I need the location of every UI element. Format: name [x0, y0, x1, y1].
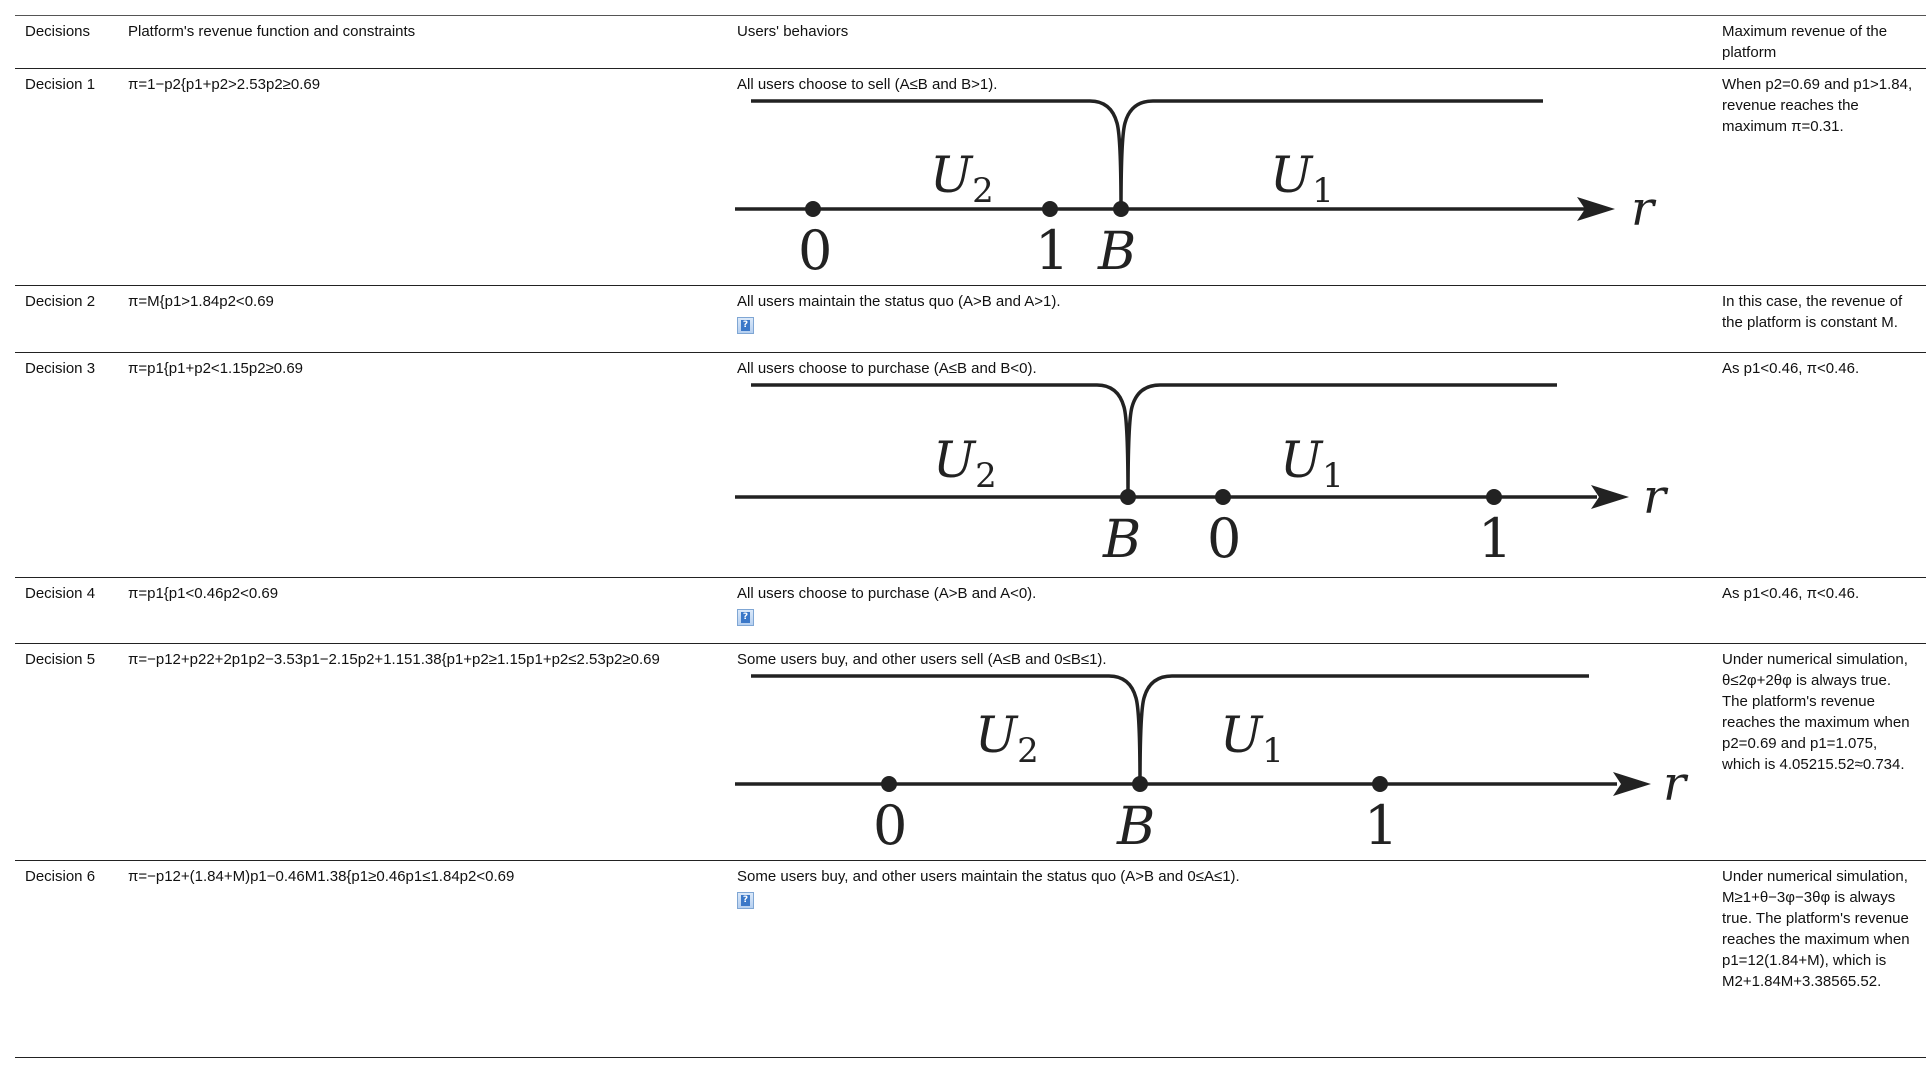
- max-revenue-cell: When p2=0.69 and p1>1.84, revenue reaches the maximum π=0.31.: [1722, 76, 1913, 135]
- decision-cell: Decision 4: [25, 585, 96, 602]
- table-row: [15, 286, 1926, 353]
- number-line-figure: [735, 672, 1686, 858]
- point-b: [1120, 489, 1136, 505]
- table-row: [15, 644, 1926, 861]
- label-one: 1: [1364, 794, 1399, 857]
- behavior-text: All users choose to purchase (A≤B and B<0).: [737, 360, 1037, 377]
- u1-letter: U: [1220, 706, 1263, 764]
- behavior-cell: [727, 353, 1712, 578]
- label-zero: 0: [798, 219, 833, 282]
- behavior-cell: [727, 578, 1712, 644]
- u2-subscript: 2: [1017, 731, 1039, 771]
- u2-letter: U: [930, 146, 973, 204]
- function-cell: π=p1{p1<0.46p2<0.69: [128, 585, 279, 602]
- axis-arrow-icon: [1613, 772, 1651, 796]
- table-row: [15, 861, 1926, 1058]
- point-zero: [881, 776, 897, 792]
- label-r: r: [1643, 469, 1666, 525]
- behavior-text: All users choose to sell (A≤B and B>1).: [737, 76, 998, 93]
- label-b: B: [1098, 222, 1137, 282]
- label-u1: [1220, 706, 1284, 771]
- point-b: [1113, 201, 1129, 217]
- behavior-text: All users choose to purchase (A>B and A<0).: [737, 585, 1037, 602]
- label-u1: [1270, 146, 1334, 211]
- u1-letter: U: [1280, 431, 1323, 489]
- label-one: 1: [1035, 219, 1070, 282]
- table-row: [15, 578, 1926, 644]
- u2-letter: U: [933, 431, 976, 489]
- max-revenue-cell: Under numerical simulation, θ≤2φ+2θφ is always true. The platform's revenue reaches the maximum when p2=0.69 and p1=1.075, which is 4.05215.52≈0.734.: [1722, 651, 1910, 773]
- point-one: [1372, 776, 1388, 792]
- decisions-table: [15, 15, 1926, 1058]
- table-row: [15, 353, 1926, 578]
- behavior-cell: [727, 644, 1712, 861]
- label-zero: 0: [873, 794, 908, 857]
- label-b: B: [1117, 797, 1156, 857]
- bracket-line: [751, 101, 1543, 209]
- point-zero: [1215, 489, 1231, 505]
- max-revenue-cell: As p1<0.46, π<0.46.: [1722, 360, 1860, 377]
- u1-subscript: 1: [1262, 731, 1284, 771]
- behavior-cell: [727, 69, 1712, 286]
- decision-cell: Decision 5: [25, 651, 96, 668]
- decision-cell: Decision 6: [25, 868, 96, 885]
- bracket-line: [751, 676, 1589, 784]
- header-behaviors: Users' behaviors: [737, 23, 849, 40]
- broken-image-icon: ?: [737, 317, 754, 334]
- behavior-cell: [727, 286, 1712, 353]
- behavior-text: Some users buy, and other users sell (A≤B and 0≤B≤1).: [737, 651, 1107, 668]
- u1-letter: U: [1270, 146, 1313, 204]
- table-header-row: [15, 16, 1926, 69]
- header-function: Platform's revenue function and constraints: [128, 23, 416, 40]
- label-u2: [930, 146, 994, 211]
- decision-cell: Decision 2: [25, 293, 96, 310]
- u1-subscript: 1: [1312, 171, 1334, 211]
- number-line-figure: [735, 381, 1675, 577]
- u2-letter: U: [975, 706, 1018, 764]
- table-row: [15, 69, 1926, 286]
- behavior-cell: [727, 861, 1712, 1058]
- decision-cell: Decision 1: [25, 76, 96, 93]
- behavior-text: Some users buy, and other users maintain the status quo (A>B and 0≤A≤1).: [737, 868, 1240, 885]
- header-decisions: Decisions: [25, 23, 91, 40]
- bracket-line: [751, 385, 1557, 497]
- u2-subscript: 2: [972, 171, 994, 211]
- point-one: [1486, 489, 1502, 505]
- max-revenue-cell: In this case, the revenue of the platform is constant M.: [1722, 293, 1903, 331]
- label-u2: [975, 706, 1039, 771]
- function-cell: π=1−p2{p1+p2>2.53p2≥0.69: [128, 76, 321, 93]
- function-cell: π=M{p1>1.84p2<0.69: [128, 293, 274, 310]
- label-r: r: [1631, 181, 1654, 237]
- u2-subscript: 2: [975, 456, 997, 496]
- max-revenue-cell: As p1<0.46, π<0.46.: [1722, 585, 1860, 602]
- label-u1: [1280, 431, 1344, 496]
- decision-cell: Decision 3: [25, 360, 96, 377]
- header-max-revenue: Maximum revenue of the platform: [1722, 23, 1888, 61]
- point-one: [1042, 201, 1058, 217]
- function-cell: π=−p12+(1.84+M)p1−0.46M1.38{p1≥0.46p1≤1.84p2<0.69: [128, 868, 515, 885]
- function-cell: π=p1{p1+p2<1.15p2≥0.69: [128, 360, 303, 377]
- label-u2: [933, 431, 997, 496]
- label-b: B: [1103, 510, 1142, 570]
- u1-subscript: 1: [1322, 456, 1344, 496]
- number-line-figure: [735, 97, 1675, 283]
- point-b: [1132, 776, 1148, 792]
- broken-image-icon: ?: [737, 609, 754, 626]
- label-r: r: [1663, 756, 1686, 812]
- broken-image-icon: ?: [737, 892, 754, 909]
- behavior-text: All users maintain the status quo (A>B and A>1).: [737, 293, 1061, 310]
- label-zero: 0: [1207, 507, 1242, 570]
- max-revenue-cell: Under numerical simulation, M≥1+θ−3φ−3θφ is always true. The platform's revenue reaches the maximum when p1=12(1.84+M), which is M2+1.84M+3.38565.52.: [1722, 868, 1910, 990]
- function-cell: π=−p12+p22+2p1p2−3.53p1−2.15p2+1.151.38{p1+p2≥1.15p1+p2≤2.53p2≥0.69: [128, 651, 660, 668]
- label-one: 1: [1478, 507, 1513, 570]
- point-zero: [805, 201, 821, 217]
